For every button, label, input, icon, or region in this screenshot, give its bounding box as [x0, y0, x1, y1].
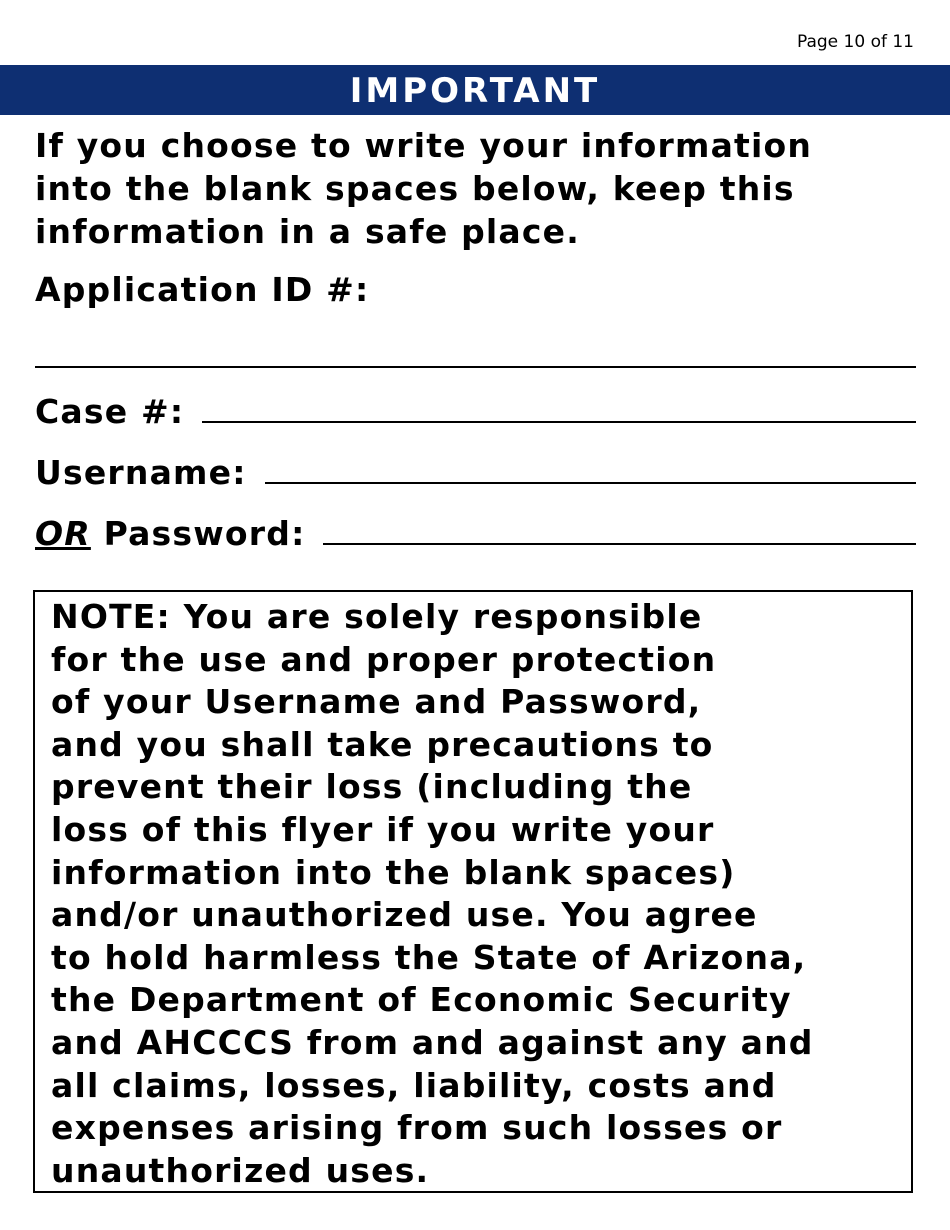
- note-line: of your Username and Password,: [51, 682, 702, 722]
- note-line: the Department of Economic Security: [51, 980, 792, 1020]
- note-line: loss of this flyer if you write your: [51, 809, 715, 849]
- password-label: Password:: [103, 514, 306, 553]
- username-field: [35, 453, 916, 492]
- note-line: all claims, losses, liability, costs and: [51, 1065, 777, 1105]
- note-line: prevent their loss (including the: [51, 767, 693, 807]
- note-line: and/or unauthorized use. You agree: [51, 895, 758, 935]
- note-line: and you shall take precautions to: [51, 724, 714, 764]
- or-label: OR: [35, 514, 91, 553]
- case-label: Case #:: [35, 392, 185, 431]
- note-line: to hold harmless the State of Arizona,: [51, 937, 807, 977]
- note-line: and AHCCCS from and against any and: [51, 1022, 814, 1062]
- intro-text: [35, 124, 812, 253]
- application-id-blank[interactable]: [35, 366, 916, 368]
- password-field: [35, 514, 916, 553]
- note-line: information into the blank spaces): [51, 852, 736, 892]
- note-line: NOTE: You are solely responsible: [51, 597, 703, 636]
- intro-line: information in a safe place.: [35, 212, 580, 251]
- username-label: Username:: [35, 453, 247, 492]
- application-id-label: Application ID #:: [35, 270, 370, 309]
- username-blank[interactable]: [265, 482, 916, 484]
- case-blank[interactable]: [202, 421, 916, 423]
- password-blank[interactable]: [323, 543, 916, 545]
- intro-line: If you choose to write your information: [35, 126, 813, 165]
- case-field: [35, 392, 916, 431]
- page-number: Page 10 of 11: [796, 32, 914, 52]
- note-line: for the use and proper protection: [51, 639, 717, 679]
- note-box: [33, 590, 913, 1193]
- important-banner: IMPORTANT: [0, 65, 950, 115]
- intro-line: into the blank spaces below, keep this: [35, 169, 795, 208]
- note-line: expenses arising from such losses or: [51, 1108, 783, 1148]
- note-line: unauthorized uses.: [51, 1150, 430, 1190]
